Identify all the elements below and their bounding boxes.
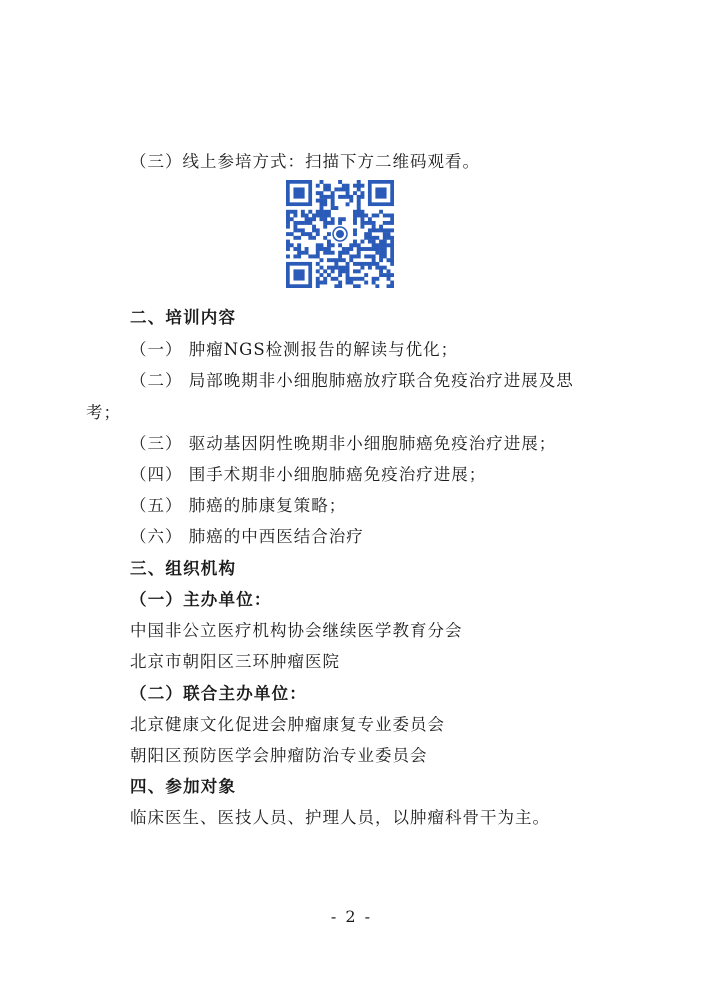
page-number: - 2 - (330, 907, 373, 926)
qr-code-graphic (286, 180, 394, 288)
co-organizer-1: 北京健康文化促进会肿瘤康复专业委员会 (130, 715, 445, 734)
content-item-3: （三） 驱动基因阴性晚期非小细胞肺癌免疫治疗进展； (130, 434, 557, 453)
content-item-5: （五） 肺癌的肺康复策略； (130, 496, 347, 515)
co-organizer-label: （二）联合主办单位： (130, 684, 307, 703)
content-item-2: （二） 局部晚期非小细胞肺癌放疗联合免疫治疗进展及思 (130, 371, 574, 390)
qr-code-icon[interactable] (286, 180, 394, 288)
online-training-method: （三）线上参培方式：扫描下方二维码观看。 (130, 152, 480, 171)
organizer-2: 北京市朝阳区三环肿瘤医院 (130, 652, 340, 671)
organizer-label: （一）主办单位： (130, 590, 272, 609)
heading-participants: 四、参加对象 (130, 777, 237, 796)
heading-training-content: 二、培训内容 (130, 308, 237, 327)
content-item-4: （四） 围手术期非小细胞肺癌免疫治疗进展； (130, 465, 487, 484)
content-item-2-continued: 考； (86, 403, 121, 422)
organizer-1: 中国非公立医疗机构协会继续医学教育分会 (130, 621, 463, 640)
participants-text: 临床医生、医技人员、护理人员，以肿瘤科骨干为主。 (130, 808, 550, 827)
content-item-6: （六） 肺癌的中西医结合治疗 (130, 527, 364, 546)
heading-organization: 三、组织机构 (130, 559, 237, 578)
co-organizer-2: 朝阳区预防医学会肿瘤防治专业委员会 (130, 746, 428, 765)
content-item-1: （一） 肿瘤NGS检测报告的解读与优化； (130, 340, 459, 359)
